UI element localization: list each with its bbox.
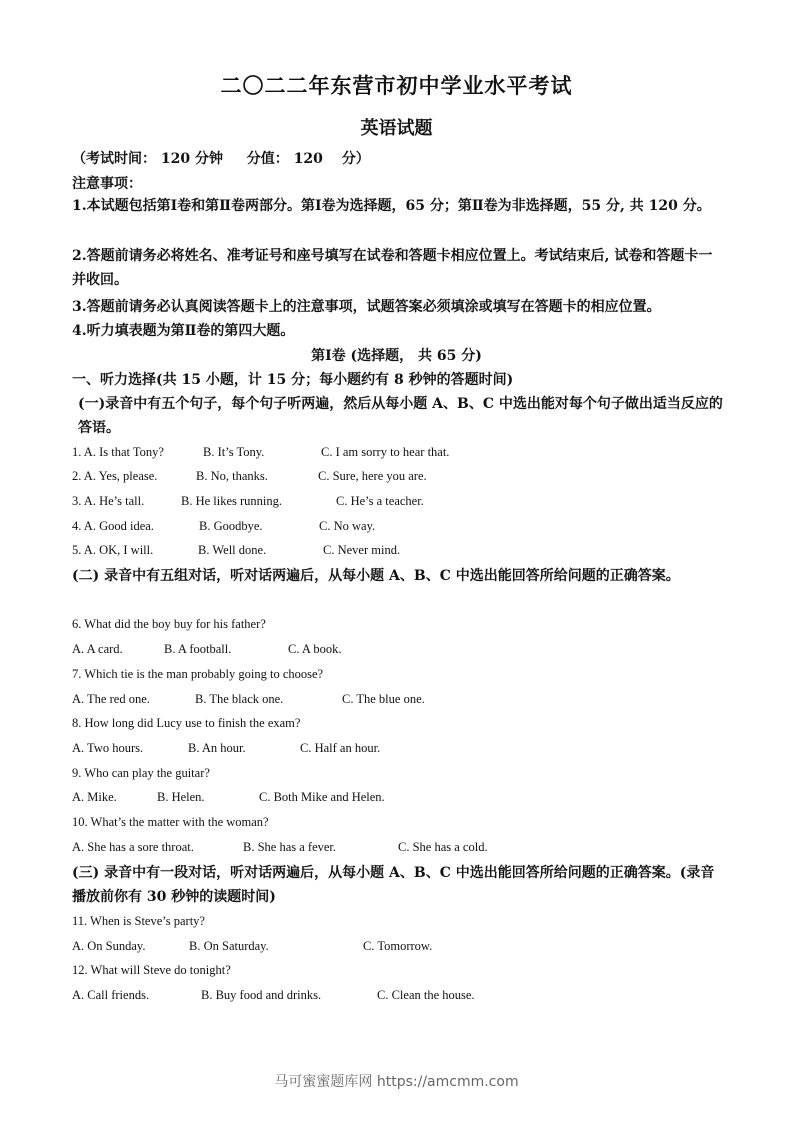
- question-11-option-c: C. Tomorrow.: [363, 939, 433, 953]
- part1-title: 一、听力选择(共 15 小题，计 15 分；每小题约有 8 秒钟的答题时间): [72, 372, 514, 388]
- question-10: 10. What’s the matter with the woman?: [72, 815, 269, 829]
- question-3-option-a: 3. A. He’s tall.: [72, 494, 145, 508]
- question-9-option-a: A. Mike.: [72, 790, 117, 804]
- question-3-option-c: C. He’s a teacher.: [336, 494, 424, 508]
- notice-title: 注意事项：: [72, 176, 142, 192]
- question-2-option-a: 2. A. Yes, please.: [72, 469, 158, 483]
- question-8-option-a: A. Two hours.: [72, 741, 144, 755]
- question-9-option-b: B. Helen.: [157, 790, 205, 804]
- notice-1: 1.本试题包括第Ⅰ卷和第Ⅱ卷两部分。第Ⅰ卷为选择题，65 分；第Ⅱ卷为非选择题，55 分, 共 120 分。: [72, 198, 711, 214]
- question-7: 7. Which tie is the man probably going to choose?: [72, 667, 324, 681]
- question-7-option-b: B. The black one.: [195, 692, 284, 706]
- notice-3: 3.答题前请务必认真阅读答题卡上的注意事项，试题答案必须填涂或填写在答题卡的相应位置。: [72, 299, 661, 315]
- question-2-option-c: C. Sure, here you are.: [318, 469, 427, 483]
- exam-title: 二〇二二年东营市初中学业水平考试: [220, 73, 573, 98]
- question-7-option-c: C. The blue one.: [342, 692, 425, 706]
- question-1-option-a: 1. A. Is that Tony?: [72, 445, 164, 459]
- question-5-option-b: B. Well done.: [198, 543, 267, 557]
- question-1-option-b: B. It’s Tony.: [203, 445, 265, 459]
- sub2-instruction: (二) 录音中有五组对话，听对话两遍后，从每小题 A、B、C 中选出能回答所给问题的正确答案。: [72, 568, 680, 584]
- question-6: 6. What did the boy buy for his father?: [72, 617, 266, 631]
- question-4-option-a: 4. A. Good idea.: [72, 519, 154, 533]
- question-11-option-a: A. On Sunday.: [72, 939, 146, 953]
- question-5-option-c: C. Never mind.: [323, 543, 401, 557]
- question-3-option-b: B. He likes running.: [181, 494, 283, 508]
- exam-info: （考试时间： 120 分钟 分值： 120 分）: [72, 151, 370, 167]
- question-8-option-c: C. Half an hour.: [300, 741, 381, 755]
- question-1-option-c: C. I am sorry to hear that.: [321, 445, 450, 459]
- question-9: 9. Who can play the guitar?: [72, 766, 210, 780]
- question-6-option-c: C. A book.: [288, 642, 342, 656]
- question-5-option-a: 5. A. OK, I will.: [72, 543, 154, 557]
- question-8: 8. How long did Lucy use to finish the exam?: [72, 716, 301, 730]
- exam-subtitle: 英语试题: [360, 118, 433, 139]
- sub1-instruction: (一)录音中有五个句子，每个句子听两遍，然后从每小题 A、B、C 中选出能对每个句子做出适当反应的答语。: [78, 396, 723, 436]
- question-10-option-a: A. She has a sore throat.: [72, 840, 194, 854]
- question-2-option-b: B. No, thanks.: [196, 469, 268, 483]
- question-9-option-c: C. Both Mike and Helen.: [259, 790, 385, 804]
- footer-watermark: 马可蜜蜜题库网 https://amcmm.com: [274, 1074, 519, 1090]
- question-7-option-a: A. The red one.: [72, 692, 150, 706]
- question-12: 12. What will Steve do tonight?: [72, 963, 231, 977]
- question-11-option-b: B. On Saturday.: [189, 939, 269, 953]
- sub3-instruction: (三) 录音中有一段对话，听对话两遍后，从每小题 A、B、C 中选出能回答所给问题的正确答案。(录音播放前你有 30 秒钟的读题时间): [72, 865, 715, 905]
- question-12-option-a: A. Call friends.: [72, 988, 150, 1002]
- question-10-option-b: B. She has a fever.: [243, 840, 337, 854]
- question-4-option-b: B. Goodbye.: [199, 519, 263, 533]
- question-10-option-c: C. She has a cold.: [398, 840, 488, 854]
- question-12-option-c: C. Clean the house.: [377, 988, 475, 1002]
- question-12-option-b: B. Buy food and drinks.: [201, 988, 322, 1002]
- notice-2: 2.答题前请务必将姓名、准考证号和座号填写在试卷和答题卡相应位置上。考试结束后, 试卷和答题卡一并收回。: [72, 248, 713, 288]
- question-6-option-b: B. A football.: [164, 642, 232, 656]
- volume-title: 第Ⅰ卷 (选择题， 共 65 分): [311, 348, 482, 364]
- question-11: 11. When is Steve’s party?: [72, 914, 205, 928]
- notice-4: 4.听力填表题为第Ⅱ卷的第四大题。: [72, 323, 295, 339]
- question-8-option-b: B. An hour.: [188, 741, 246, 755]
- question-4-option-c: C. No way.: [319, 519, 376, 533]
- question-6-option-a: A. A card.: [72, 642, 123, 656]
